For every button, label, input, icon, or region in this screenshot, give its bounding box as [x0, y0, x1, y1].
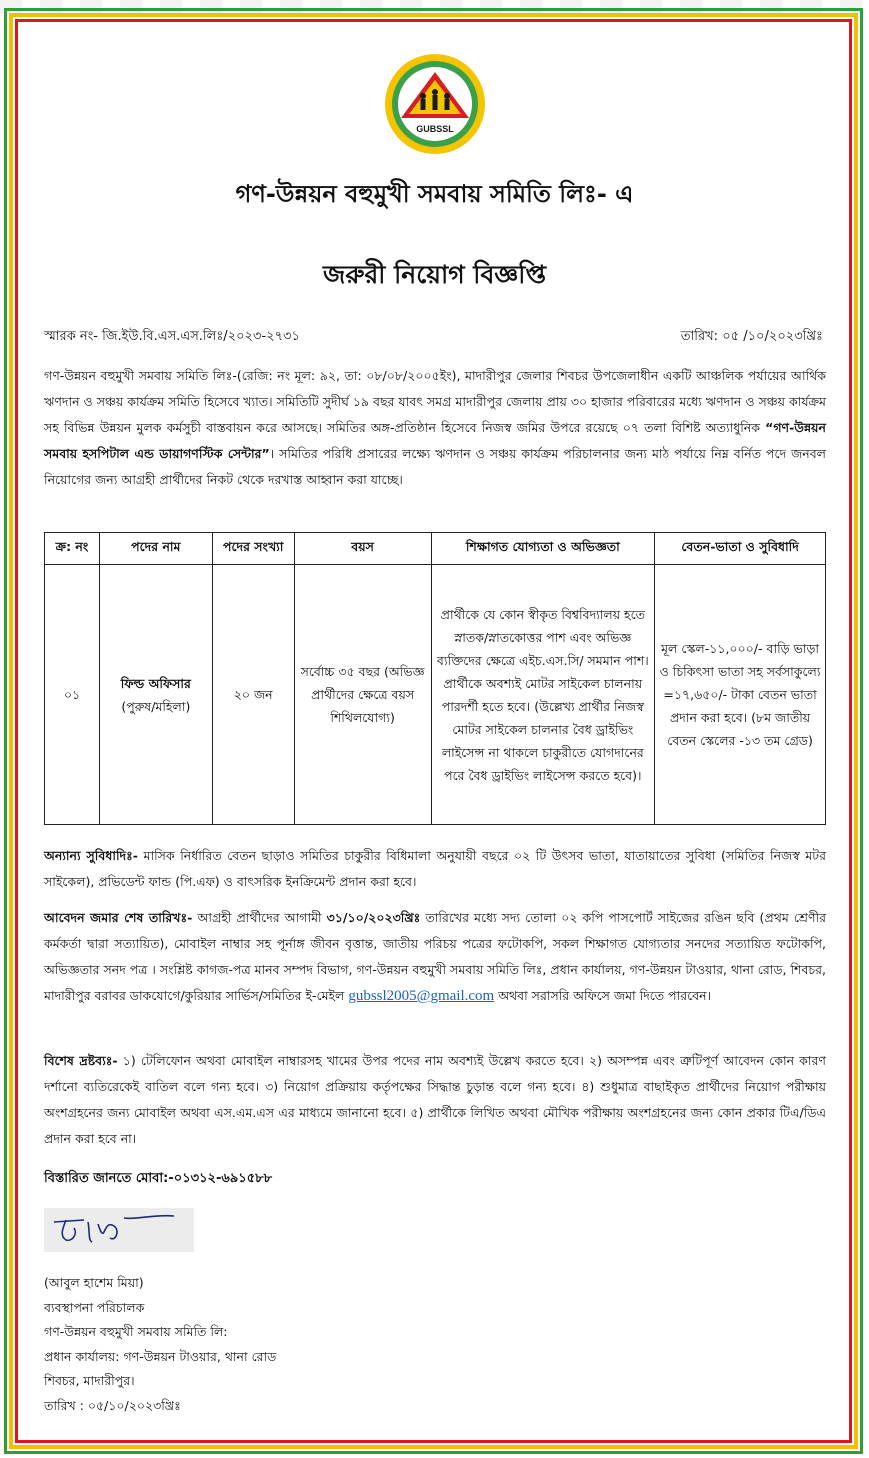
deadline-end: অথবা সরাসরি অফিসে জমা দিতে পারবেন। [494, 988, 712, 1003]
deadline-label: আবেদন জমার শেষ তারিখঃ- [44, 910, 193, 925]
intro-paragraph [44, 363, 826, 493]
col-qualification: শিক্ষাগত যোগ্যতা ও অভিজ্ঞতা [431, 533, 655, 565]
cell-qualification: প্রার্থীকে যে কোন স্বীকৃত বিশ্ববিদ্যালয় হতে স্নাতক/স্নাতকোত্তর পাশ এবং অভিজ্ঞ ব্যক্তিদের ক্ষেত্রে এইচ.এস.সি/ সমমান পাশ। প্রার্থীকে অবশ্যই মোটর সাইকেল চালনায় পারদর্শী হতে হবে। (উল্লেখ্য প্রার্থীর নিজস্ব মোটর সাইকেল চালনার বৈধ ড্রাইভিং লাইসেন্স না থাকলে চাকুরীতে যোগদানের পরে বৈধ ড্রাইভিং লাইসেন্স করতে হবে)। [431, 565, 655, 825]
cell-age: সর্বোচ্চ ৩৫ বছর (অভিজ্ঞ প্রার্থীদের ক্ষেত্রে বয়স শিথিলযোগ্য) [294, 565, 431, 825]
signatory-office: প্রধান কার্যালয়: গণ-উন্নয়ন টাওয়ার, থানা রোড [44, 1348, 277, 1364]
signatory-block [44, 1271, 276, 1418]
col-serial: ক্র: নং [45, 533, 100, 565]
reference-number: স্মারক নং- জি.ইউ.বি.এস.এস.লিঃ/২০২৩-২৭৩১ [44, 329, 300, 344]
signatory-name: (আবুল হাশেম মিয়া) [44, 1275, 144, 1290]
other-benefits [44, 843, 826, 895]
special-note [44, 1048, 826, 1152]
gubssl-logo [383, 52, 487, 156]
signatory-date: তারিখ : ০৫/১০/২০২৩খ্রিঃ [44, 1397, 181, 1413]
application-deadline [44, 905, 826, 1009]
job-table [44, 532, 826, 825]
notice-title: জরুরী নিয়োগ বিজ্ঞপ্তি [322, 260, 547, 289]
post-name: ফিল্ড অফিসার [120, 675, 191, 691]
col-post-count: পদের সংখ্যা [212, 533, 294, 565]
cell-serial: ০১ [45, 565, 100, 825]
special-note-text: ১) টেলিফোন অথবা মোবাইল নাম্বারসহ খামের উপর পদের নাম অবশ্যই উল্লেখ করতে হবে। ২) অসম্পন্ন এবং ত্রুটিপূর্ণ আবেদন কোন কারণ দর্শানো ব্যতিরেকেই বাতিল বলে গন্য হবে। ৩) নিয়োগ প্রক্রিয়ায় কর্তৃপক্ষের সিদ্ধান্ত চুড়ান্ত বলে গন্য হবে। ৪) শুধুমাত্র বাছাইকৃত প্রার্থীদের নিয়োগ পরীক্ষায় অংশগ্রহনের জন্য মোবাইল অথবা এস.এম.এস এর মাধ্যমে জানানো হবে। ৫) প্রার্থীকে লিখিত অথবা মৌখিক পরীক্ষায় অংশগ্রহনের জন্য কোন প্রকার টিএ/ডিএ প্রদান করা হবে না। [44, 1053, 826, 1146]
org-title: গণ-উন্নয়ন বহুমুখী সমবায় সমিতি লিঃ- এ [235, 180, 634, 208]
col-salary: বেতন-ভাতা ও সুবিধাদি [655, 533, 826, 565]
table-header-row [45, 533, 826, 565]
signatory-org: গণ-উন্নয়ন বহুমুখী সমবায় সমিতি লি: [44, 1324, 228, 1339]
table-row [45, 565, 826, 825]
other-benefits-label: অন্যান্য সুবিধাদিঃ- [44, 848, 138, 863]
special-note-label: বিশেষ দ্রষ্টব্যঃ- [44, 1053, 118, 1068]
col-post-name: পদের নাম [99, 533, 212, 565]
intro-text: গণ-উন্নয়ন বহুমুখী সমবায় সমিতি লিঃ-(রেজি: নং মূল: ৯২, তা: ০৮/০৮/২০০৫ইং), মাদারীপুর জেলার শিবচর উপজেলাধীন একটি আঞ্চলিক পর্যায়ের আর্থিক ঋণদান ও সঞ্চয় কার্যক্রম সমিতি হিসেবে খ্যাত। সমিতিটি সুদীর্ঘ ১৯ বছর যাবৎ সমগ্র মাদারীপুর জেলায় প্রায় ৩০ হাজার পরিবারের মধ্যে ঋণদান ও সঞ্চয় কার্যক্রম সহ বিভিন্ন উন্নয়ন মুলক কর্মসুচী বাস্তবায়ন করে আসছে। সমিতির অঙ্গ-প্রতিষ্ঠান হিসেবে নিজস্ব জমির উপরে রয়েছে ০৭ তলা বিশিষ্ট অত্যাধুনিক [44, 368, 826, 435]
notice-date: তারিখ: ০৫ /১০/২০২৩খ্রিঃ [680, 329, 823, 344]
signatory-location: শিবচর, মাদারীপুর। [44, 1373, 135, 1388]
hospital-name: “গণ-উন্নয়ন সমবায় হসপিটাল এন্ড ডায়াগণস্টিক সেন্টার” [44, 420, 826, 461]
signature [44, 1208, 194, 1252]
deadline-text: আগ্রহী প্রার্থীদের আগামী [192, 910, 327, 925]
cell-salary: মূল স্কেল-১১,০০০/- বাড়ি ভাড়া ও চিকিৎসা ভাতা সহ সর্বসাকুল্যে =১৭,৬৫০/- টাকা বেতন ভাতা প্রদান করা হবে। (৮ম জাতীয় বেতন স্কেলের -১৩ তম গ্রেড) [655, 565, 826, 825]
other-benefits-text: মাসিক নির্ধারিত বেতন ছাড়াও সমিতির চাকুরীর বিধিমালা অনুযায়ী বছরে ০২ টি উৎসব ভাতা, যাতায়াতের সুবিধা (সমিতির নিজস্ব মটর সাইকেল), প্রভিডেন্ট ফান্ড (পি.এফ) ও বাৎসরিক ইনক্রিমেন্ট প্রদান করা হবে। [44, 848, 826, 889]
signatory-designation: ব্যবস্থাপনা পরিচালক [44, 1299, 145, 1315]
deadline-date: ৩১/১০/২০২৩খ্রিঃ [326, 910, 421, 925]
deadline-details: তারিখের মধ্যে সদ্য তোলা ০২ কপি পাসপোর্ট সাইজের রঙিন ছবি (প্রথম শ্রেণীর কর্মকর্তা দ্বারা সত্যায়িত), মোবাইল নাম্বার সহ পূর্নাঙ্গ জীবন বৃত্তান্ত, জাতীয় পরিচয় পত্রের ফটোকপি, সকল শিক্ষাগত যোগ্যতার সনদের সত্যায়িত ফটোকপি, অভিজ্ঞতার সনদ পত্র । সংশ্লিষ্ট কাগজ-পত্র মানব সম্পদ বিভাগ, গণ-উন্নয়ন বহুমুখী সমবায় সমিতি লিঃ, প্রধান কার্যালয়, গণ-উন্নয়ন টাওয়ার, থানা রোড, শিবচর, মাদারীপুর বরাবর ডাকযোগে/কুরিয়ার সার্ভিস/সমিতির ই-মেইল [44, 910, 826, 1003]
cell-count: ২০ জন [212, 565, 294, 825]
cell-post [99, 565, 212, 825]
col-age: বয়স [294, 533, 431, 565]
post-gender: (পুরুষ/মহিলা) [121, 698, 191, 714]
email-link[interactable]: gubssl2005@gmail.com [348, 988, 495, 1004]
contact-info: বিস্তারিত জানতে মোবা:-০১৩১২-৬৯১৫৮৮ [44, 1171, 273, 1186]
logo-text: GUBSSL [416, 124, 454, 134]
intro-text-end: । সমিতির পরিধি প্রসারের লক্ষ্যে ঋণদান ও সঞ্চয় কার্যক্রম পরিচালনার জন্য মাঠ পর্যায়ে নিম্ন বর্নিত পদে জনবল নিয়োগের জন্য আগ্রহী প্রার্থীদের নিকট থেকে দরখাস্ত আহ্বান করা যাচ্ছে। [44, 446, 827, 487]
